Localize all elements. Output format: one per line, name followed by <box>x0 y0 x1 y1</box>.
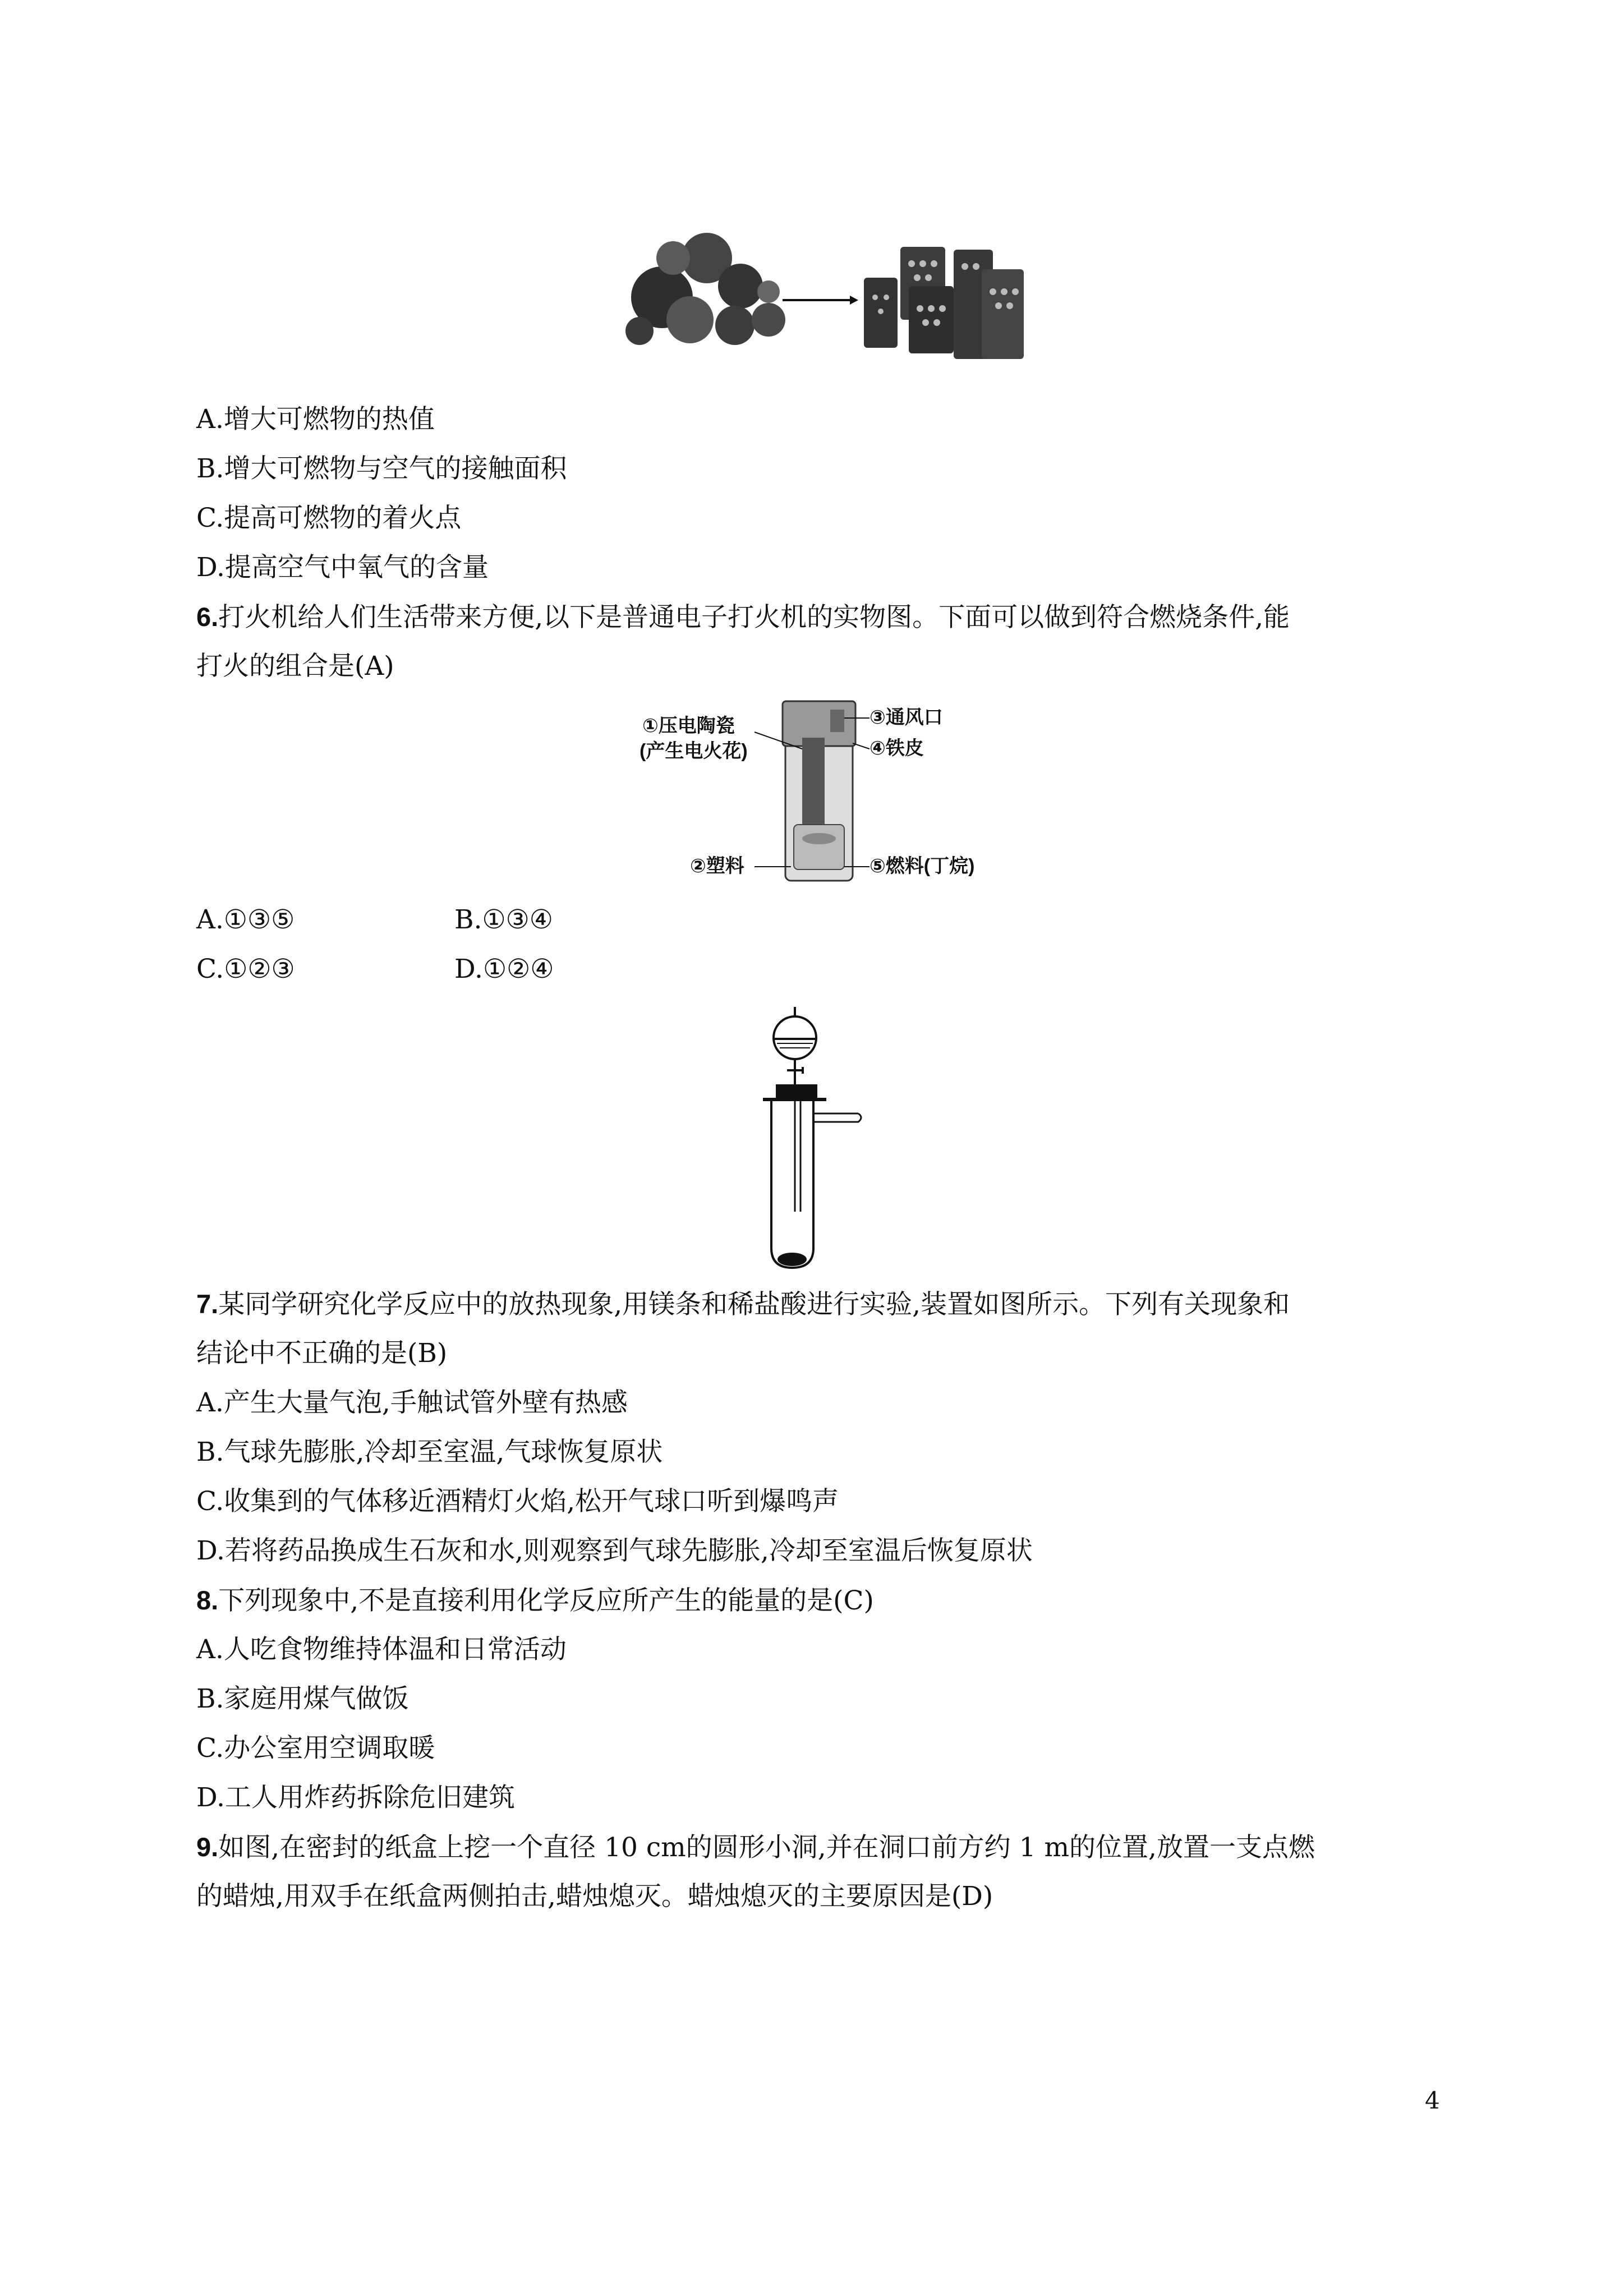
q6-option-c: C.①②③ <box>196 954 295 984</box>
q5-option-b: B.增大可燃物与空气的接触面积 <box>196 453 567 484</box>
q7-stem-text: 某同学研究化学反应中的放热现象,用镁条和稀盐酸进行实验,装置如图所示。下列有关现象和 <box>218 1289 1290 1320</box>
q7-option-d: D.若将药品换成生石灰和水,则观察到气球先膨胀,冷却至室温后恢复原状 <box>196 1535 1033 1566</box>
page-number: 4 <box>1425 2087 1440 2114</box>
q6-option-b: B.①③④ <box>454 904 553 935</box>
honeycomb-briquettes-image <box>864 247 1024 359</box>
q8-option-d: D.工人用炸药拆除危旧建筑 <box>196 1782 515 1813</box>
q7-stem-line1 <box>196 1287 1290 1322</box>
q6-option-d: D.①②④ <box>454 954 554 984</box>
lighter-figure <box>640 698 1021 892</box>
q8-option-b: B.家庭用煤气做饭 <box>196 1683 409 1714</box>
magnesium-strip-icon <box>778 1253 807 1266</box>
q5-option-c: C.提高可燃物的着火点 <box>196 503 462 533</box>
q7-option-c: C.收集到的气体移近酒精灯火焰,松开气球口听到爆鸣声 <box>196 1486 839 1517</box>
lighter-label-1a: ①压电陶瓷 <box>642 715 735 737</box>
q7-stem-line2: 结论中不正确的是(B) <box>196 1338 448 1369</box>
q9-stem-line1 <box>196 1830 1315 1865</box>
q9-stem-text: 如图,在密封的纸盒上挖一个直径 10 cm的圆形小洞,并在洞口前方约 1 m的位置,放置一支点燃 <box>218 1832 1315 1863</box>
q7-option-a: A.产生大量气泡,手触试管外壁有热感 <box>196 1387 628 1418</box>
arrow-icon <box>783 296 858 305</box>
q8-stem <box>196 1584 874 1618</box>
coal-balls-image <box>625 233 785 345</box>
q8-option-c: C.办公室用空调取暖 <box>196 1733 435 1764</box>
lighter-label-3: ③通风口 <box>869 707 943 728</box>
q6-number: 6. <box>196 602 219 632</box>
q5-option-d: D.提高空气中氧气的含量 <box>196 552 489 583</box>
lighter-label-2: ②塑料 <box>690 855 744 877</box>
lighter-image <box>783 701 855 881</box>
lighter-label-5: ⑤燃料(丁烷) <box>869 855 975 877</box>
q7-option-b: B.气球先膨胀,冷却至室温,气球恢复原状 <box>196 1437 663 1467</box>
coal-briquette-figure <box>623 224 1038 365</box>
q9-stem-line2: 的蜡烛,用双手在纸盒两侧拍击,蜡烛熄灭。蜡烛熄灭的主要原因是(D) <box>196 1881 993 1912</box>
test-tube-apparatus-figure <box>755 1004 867 1276</box>
q8-option-a: A.人吃食物维持体温和日常活动 <box>196 1634 567 1665</box>
lighter-label-1b: (产生电火花) <box>640 740 748 762</box>
q8-stem-text: 下列现象中,不是直接利用化学反应所产生的能量的是(C) <box>218 1585 874 1616</box>
q6-stem-line1 <box>196 600 1290 634</box>
q6-option-a: A.①③⑤ <box>196 904 295 935</box>
q5-option-a: A.增大可燃物的热值 <box>196 404 435 435</box>
q8-number: 8. <box>196 1585 219 1615</box>
q7-number: 7. <box>196 1289 219 1319</box>
lighter-label-4: ④铁皮 <box>869 738 924 759</box>
q6-stem-line2: 打火的组合是(A) <box>196 651 394 682</box>
q9-number: 9. <box>196 1832 219 1862</box>
q6-stem-text: 打火机给人们生活带来方便,以下是普通电子打火机的实物图。下面可以做到符合燃烧条件,能 <box>218 602 1290 633</box>
